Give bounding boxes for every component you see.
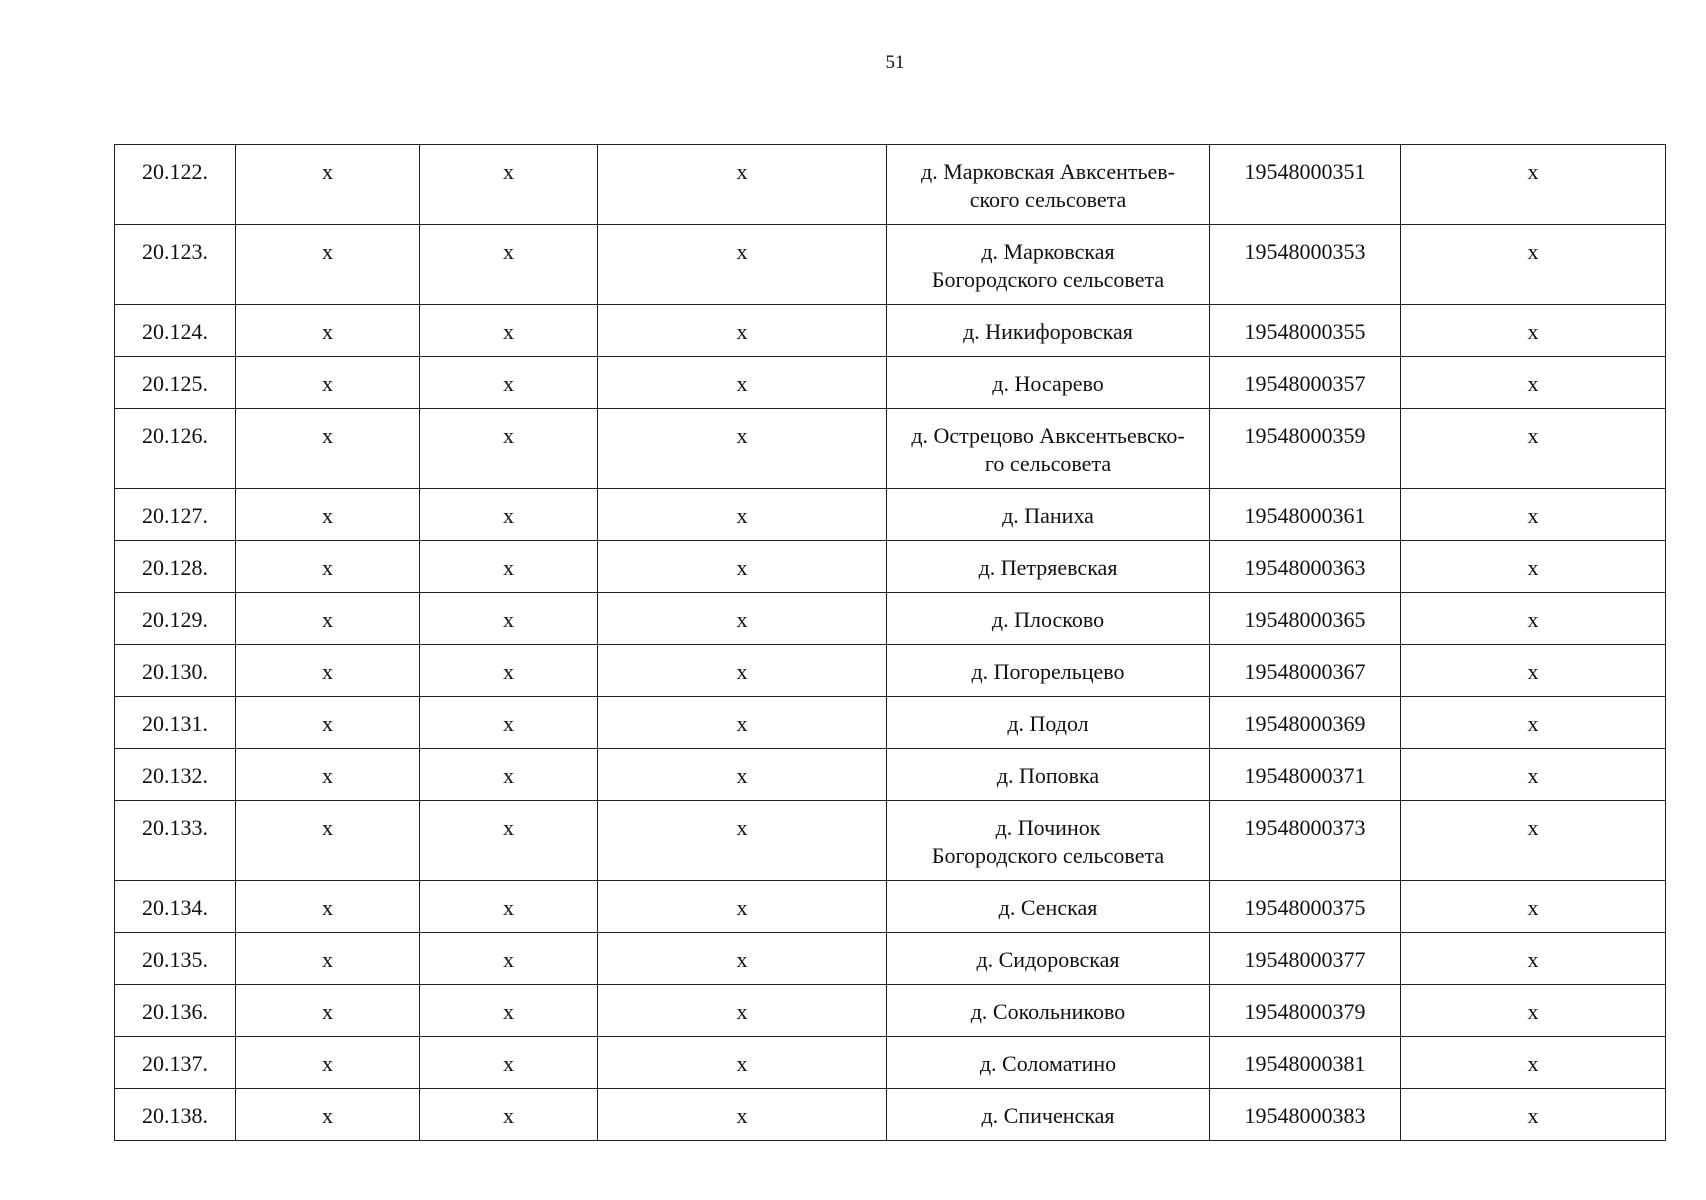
column-3-cell: x: [420, 801, 598, 881]
table-row: [115, 933, 1666, 985]
settlement-name-line: д. Починок: [995, 815, 1101, 840]
column-4-cell: x: [598, 881, 887, 933]
column-4-cell: x: [598, 489, 887, 541]
table-row: [115, 145, 1666, 225]
oktmo-code-cell: 19548000361: [1210, 489, 1401, 541]
settlement-name-line: д. Паниха: [1002, 503, 1094, 528]
column-7-cell: x: [1401, 409, 1666, 489]
column-3-cell: x: [420, 489, 598, 541]
column-2-cell: x: [236, 881, 420, 933]
column-7-cell: x: [1401, 1089, 1666, 1141]
table-row: [115, 749, 1666, 801]
settlement-name-cell: [887, 357, 1210, 409]
column-3-cell: x: [420, 225, 598, 305]
column-4-cell: x: [598, 801, 887, 881]
row-number-cell: 20.135.: [115, 933, 236, 985]
column-3-cell: x: [420, 1037, 598, 1089]
settlement-name-line: д. Острецово Авксентьевско-: [911, 423, 1185, 448]
column-7-cell: x: [1401, 541, 1666, 593]
oktmo-code-cell: 19548000357: [1210, 357, 1401, 409]
settlement-name-cell: [887, 697, 1210, 749]
page-number: 51: [885, 52, 905, 73]
oktmo-code-cell: 19548000351: [1210, 145, 1401, 225]
settlement-name-cell: [887, 749, 1210, 801]
settlement-name-line: д. Соломатино: [979, 1051, 1117, 1076]
column-7-cell: x: [1401, 225, 1666, 305]
column-2-cell: x: [236, 489, 420, 541]
column-3-cell: x: [420, 305, 598, 357]
column-4-cell: x: [598, 305, 887, 357]
column-3-cell: x: [420, 541, 598, 593]
settlement-name-line: д. Спиченская: [981, 1103, 1115, 1128]
table-row: [115, 593, 1666, 645]
settlement-name-line: д. Петряевская: [978, 555, 1118, 580]
table-row: [115, 801, 1666, 881]
table-row: [115, 489, 1666, 541]
table-row: [115, 541, 1666, 593]
column-4-cell: x: [598, 225, 887, 305]
oktmo-code-cell: 19548000369: [1210, 697, 1401, 749]
column-4-cell: x: [598, 541, 887, 593]
column-4-cell: x: [598, 985, 887, 1037]
column-2-cell: x: [236, 1037, 420, 1089]
settlement-name-line: д. Сенская: [998, 895, 1098, 920]
column-7-cell: x: [1401, 305, 1666, 357]
settlement-name-line: д. Никифоровская: [963, 319, 1133, 344]
row-number-cell: 20.126.: [115, 409, 236, 489]
settlement-name-line: ского сельсовета: [969, 187, 1127, 212]
settlement-name-cell: [887, 985, 1210, 1037]
column-7-cell: x: [1401, 697, 1666, 749]
settlement-name-line: д. Сокольниково: [970, 999, 1126, 1024]
settlement-name-line: д. Марковская Авксентьев-: [921, 159, 1175, 184]
column-7-cell: x: [1401, 593, 1666, 645]
row-number-cell: 20.128.: [115, 541, 236, 593]
column-7-cell: x: [1401, 985, 1666, 1037]
row-number-cell: 20.137.: [115, 1037, 236, 1089]
settlement-name-cell: [887, 489, 1210, 541]
row-number-cell: 20.123.: [115, 225, 236, 305]
column-4-cell: x: [598, 749, 887, 801]
settlement-name-line: д. Сидоровская: [976, 947, 1120, 972]
column-4-cell: x: [598, 145, 887, 225]
column-4-cell: x: [598, 645, 887, 697]
settlement-name-cell: [887, 145, 1210, 225]
column-7-cell: x: [1401, 801, 1666, 881]
settlement-name-line: д. Погорельцево: [971, 659, 1125, 684]
row-number-cell: 20.127.: [115, 489, 236, 541]
oktmo-code-cell: 19548000381: [1210, 1037, 1401, 1089]
column-2-cell: x: [236, 1089, 420, 1141]
column-7-cell: x: [1401, 1037, 1666, 1089]
table-body: [115, 145, 1666, 1141]
table-row: [115, 1037, 1666, 1089]
table-row: [115, 305, 1666, 357]
row-number-cell: 20.125.: [115, 357, 236, 409]
settlement-name-cell: [887, 1037, 1210, 1089]
column-2-cell: x: [236, 645, 420, 697]
settlement-name-cell: [887, 1089, 1210, 1141]
oktmo-code-cell: 19548000359: [1210, 409, 1401, 489]
settlement-name-line: д. Плосково: [991, 607, 1105, 632]
column-3-cell: x: [420, 749, 598, 801]
settlement-name-line: д. Марковская: [981, 239, 1115, 264]
column-7-cell: x: [1401, 489, 1666, 541]
table-row: [115, 645, 1666, 697]
table-row: [115, 225, 1666, 305]
settlement-name-line: д. Поповка: [996, 763, 1100, 788]
column-3-cell: x: [420, 985, 598, 1037]
table-row: [115, 1089, 1666, 1141]
column-7-cell: x: [1401, 645, 1666, 697]
oktmo-code-cell: 19548000353: [1210, 225, 1401, 305]
settlement-name-line: Богородского сельсовета: [931, 267, 1165, 292]
column-2-cell: x: [236, 357, 420, 409]
column-7-cell: x: [1401, 357, 1666, 409]
settlements-table: [114, 144, 1666, 1141]
column-3-cell: x: [420, 697, 598, 749]
column-2-cell: x: [236, 305, 420, 357]
column-2-cell: x: [236, 933, 420, 985]
column-2-cell: x: [236, 749, 420, 801]
oktmo-code-cell: 19548000355: [1210, 305, 1401, 357]
oktmo-code-cell: 19548000383: [1210, 1089, 1401, 1141]
row-number-cell: 20.129.: [115, 593, 236, 645]
column-2-cell: x: [236, 697, 420, 749]
oktmo-code-cell: 19548000373: [1210, 801, 1401, 881]
column-4-cell: x: [598, 1037, 887, 1089]
oktmo-code-cell: 19548000365: [1210, 593, 1401, 645]
row-number-cell: 20.131.: [115, 697, 236, 749]
column-4-cell: x: [598, 933, 887, 985]
row-number-cell: 20.124.: [115, 305, 236, 357]
oktmo-code-cell: 19548000377: [1210, 933, 1401, 985]
row-number-cell: 20.134.: [115, 881, 236, 933]
row-number-cell: 20.122.: [115, 145, 236, 225]
settlement-name-cell: [887, 645, 1210, 697]
settlement-name-cell: [887, 881, 1210, 933]
column-4-cell: x: [598, 409, 887, 489]
oktmo-code-cell: 19548000379: [1210, 985, 1401, 1037]
column-3-cell: x: [420, 593, 598, 645]
table-row: [115, 357, 1666, 409]
column-4-cell: x: [598, 697, 887, 749]
column-3-cell: x: [420, 881, 598, 933]
column-3-cell: x: [420, 145, 598, 225]
column-2-cell: x: [236, 593, 420, 645]
column-2-cell: x: [236, 801, 420, 881]
table-row: [115, 409, 1666, 489]
table-row: [115, 985, 1666, 1037]
settlement-name-cell: [887, 801, 1210, 881]
settlement-name-cell: [887, 305, 1210, 357]
settlement-name-line: д. Подол: [1007, 711, 1089, 736]
oktmo-code-cell: 19548000363: [1210, 541, 1401, 593]
table-row: [115, 697, 1666, 749]
column-2-cell: x: [236, 225, 420, 305]
settlement-name-line: го сельсовета: [984, 451, 1112, 476]
column-3-cell: x: [420, 1089, 598, 1141]
column-7-cell: x: [1401, 749, 1666, 801]
column-3-cell: x: [420, 409, 598, 489]
settlement-name-line: д. Носарево: [992, 371, 1104, 396]
column-7-cell: x: [1401, 145, 1666, 225]
oktmo-code-cell: 19548000371: [1210, 749, 1401, 801]
row-number-cell: 20.133.: [115, 801, 236, 881]
column-4-cell: x: [598, 1089, 887, 1141]
settlement-name-cell: [887, 541, 1210, 593]
row-number-cell: 20.138.: [115, 1089, 236, 1141]
column-2-cell: x: [236, 541, 420, 593]
oktmo-code-cell: 19548000367: [1210, 645, 1401, 697]
column-3-cell: x: [420, 645, 598, 697]
column-2-cell: x: [236, 409, 420, 489]
settlement-name-cell: [887, 933, 1210, 985]
settlement-name-cell: [887, 225, 1210, 305]
oktmo-code-cell: 19548000375: [1210, 881, 1401, 933]
column-4-cell: x: [598, 357, 887, 409]
row-number-cell: 20.132.: [115, 749, 236, 801]
column-3-cell: x: [420, 933, 598, 985]
column-2-cell: x: [236, 985, 420, 1037]
column-7-cell: x: [1401, 881, 1666, 933]
settlement-name-cell: [887, 593, 1210, 645]
settlement-name-cell: [887, 409, 1210, 489]
column-4-cell: x: [598, 593, 887, 645]
row-number-cell: 20.136.: [115, 985, 236, 1037]
table-row: [115, 881, 1666, 933]
column-3-cell: x: [420, 357, 598, 409]
column-7-cell: x: [1401, 933, 1666, 985]
column-2-cell: x: [236, 145, 420, 225]
row-number-cell: 20.130.: [115, 645, 236, 697]
settlement-name-line: Богородского сельсовета: [931, 843, 1165, 868]
